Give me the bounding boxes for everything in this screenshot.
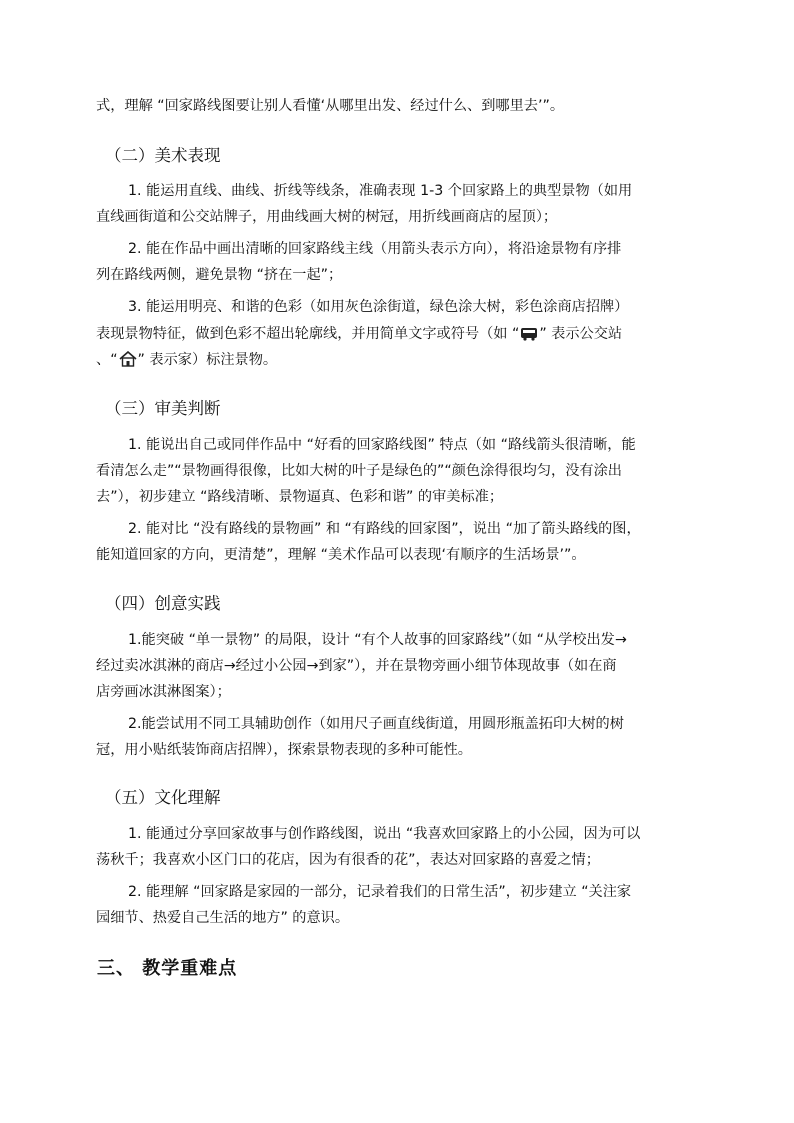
art-p3-line1: 3. 能运用明亮、和谐的色彩（如用灰色涂街道，绿色涂大树，彩色涂商店招牌） xyxy=(128,299,629,315)
creative-p1-line2: 经过卖冰淇淋的商店→经过小公园→到家”），并在景物旁画小细节体现故事（如在商 xyxy=(96,658,617,674)
art-p3-line3-b: ” 表示家）标注景物。 xyxy=(137,352,278,368)
aesthetic-p1-line2: 看清怎么走”“景物画得很像，比如大树的叶子是绿色的”“颜色涂得很均匀，没有涂出 xyxy=(96,463,622,479)
section-heading-art: （二）美术表现 xyxy=(105,146,221,165)
art-p1-line2: 直线画街道和公交站牌子，用曲线画大树的树冠，用折线画商店的屋顶）； xyxy=(96,209,558,225)
section-heading-key-points: 三、 教学重难点 xyxy=(97,958,238,979)
culture-p2-line2: 园细节、热爱自己生活的地方” 的意识。 xyxy=(96,910,350,926)
aesthetic-p1-line1: 1. 能说出自己或同伴作品中 “好看的回家路线图” 特点（如 “路线箭头很清晰，能 xyxy=(128,437,636,453)
art-p3-line2-b: ” 表示公交站 xyxy=(539,326,623,342)
culture-p1-line1: 1. 能通过分享回家故事与创作路线图，说出 “我喜欢回家路上的小公园，因为可以 xyxy=(128,826,641,842)
creative-p2-line2: 冠，用小贴纸装饰商店招牌），探索景物表现的多种可能性。 xyxy=(96,742,472,758)
section-heading-aesthetic: （三）审美判断 xyxy=(105,399,221,418)
aesthetic-p1-line3: 去”），初步建立 “路线清晰、景物逼真、色彩和谐” 的审美标准； xyxy=(96,489,504,505)
bus-icon xyxy=(520,327,538,347)
art-p1-line1: 1. 能运用直线、曲线、折线等线条，准确表现 1-3 个回家路上的典型景物（如用 xyxy=(128,183,633,199)
art-p3-line2-a: 表现景物特征，做到色彩不超出轮廓线，并用简单文字或符号（如 “ xyxy=(96,326,520,342)
art-p3-line3-a: 、“ xyxy=(96,352,118,368)
creative-p1-line1: 1.能突破 “单一景物” 的局限，设计 “有个人故事的回家路线”（如 “从学校出发→ xyxy=(128,632,627,648)
art-p2-line1: 2. 能在作品中画出清晰的回家路线主线（用箭头表示方向），将沿途景物有序排 xyxy=(128,241,622,257)
aesthetic-p2-line2: 能知道回家的方向，更清楚”，理解 “美术作品可以表现‘有顺序的生活场景’”。 xyxy=(96,547,586,563)
intro-line: 式，理解 “回家路线图要让别人看懂‘从哪里出发、经过什么、到哪里去’”。 xyxy=(96,98,565,114)
creative-p2-line1: 2.能尝试用不同工具辅助创作（如用尺子画直线街道，用圆形瓶盖拓印大树的树 xyxy=(128,716,624,732)
section-heading-creative: （四）创意实践 xyxy=(105,594,221,613)
art-p3-line2 xyxy=(96,324,622,347)
culture-p2-line1: 2. 能理解 “回家路是家园的一部分，记录着我们的日常生活”，初步建立 “关注家 xyxy=(128,884,632,900)
art-p3-line3 xyxy=(96,350,277,373)
aesthetic-p2-line1: 2. 能对比 “没有路线的景物画” 和 “有路线的回家图”，说出 “加了箭头路线的图， xyxy=(128,521,641,537)
section-heading-culture: （五）文化理解 xyxy=(105,788,221,807)
house-icon xyxy=(119,351,137,373)
creative-p1-line3: 店旁画冰淇淋图案）； xyxy=(96,684,231,700)
art-p2-line2: 列在路线两侧，避免景物 “挤在一起”； xyxy=(96,267,343,283)
culture-p1-line2: 荡秋千；我喜欢小区门口的花店，因为有很香的花”，表达对回家路的喜爱之情； xyxy=(96,852,600,868)
